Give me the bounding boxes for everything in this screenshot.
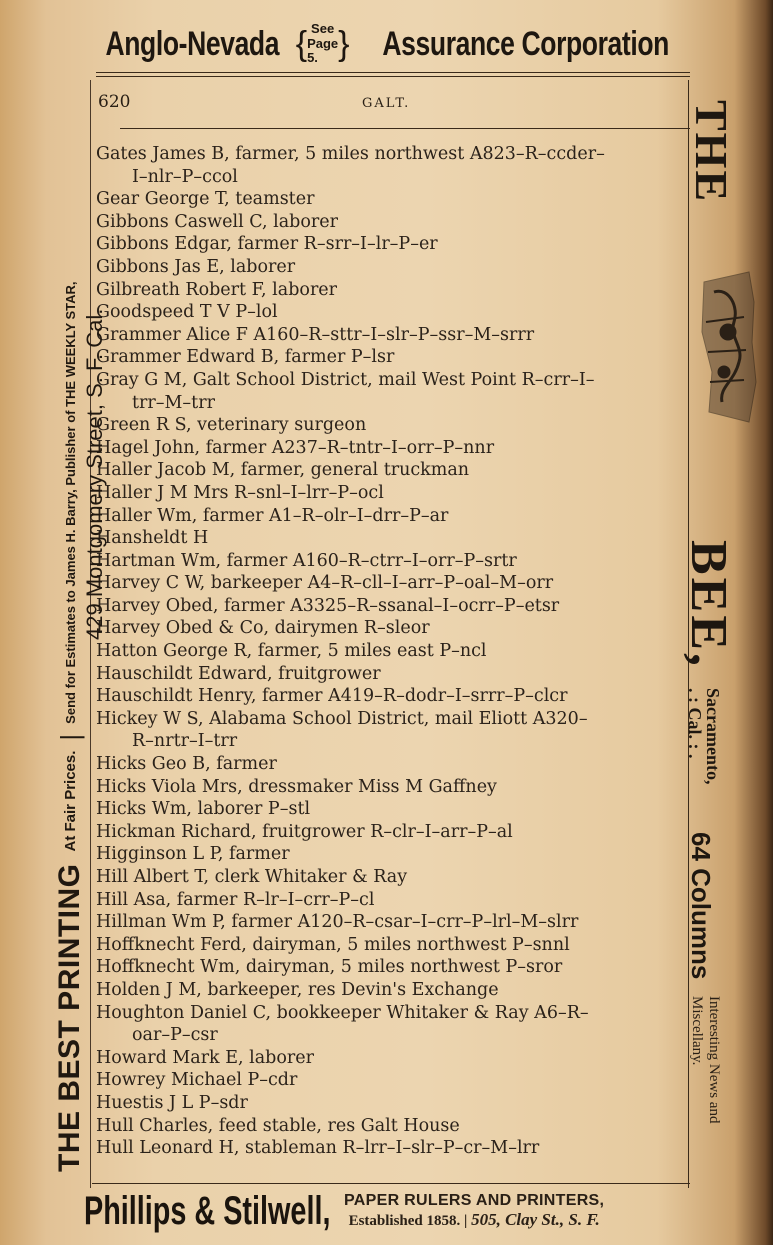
section-rule — [120, 128, 690, 129]
entry-text: Howrey Michael P–cdr — [96, 1070, 298, 1091]
entry-text: Hill Albert T, clerk Whitaker & Ray — [96, 867, 408, 887]
entry-text: Huestis J L P–sdr — [96, 1092, 248, 1113]
send-estimates-text: Send for Estimates to James H. Barry, Publisher of THE WEEKLY STAR, — [62, 281, 78, 724]
entry-text: Gear George T, teamster — [96, 189, 315, 210]
directory-entry — [96, 663, 688, 686]
printer-address: 429 Montgomery Street, S. F. Cal. — [82, 308, 107, 640]
directory-entries — [96, 143, 688, 1160]
directory-entry — [96, 685, 688, 708]
entry-text: Haller Jacob M, farmer, general truckman — [96, 460, 470, 481]
header-rule — [96, 72, 690, 73]
bee-ad-title: BEE, — [680, 540, 737, 670]
entry-text: Hicks Geo B, farmer — [96, 754, 277, 775]
directory-entry — [96, 1092, 688, 1115]
ad-divider: | — [54, 733, 85, 741]
directory-entry — [96, 437, 688, 460]
directory-entry — [96, 866, 688, 889]
directory-entry — [96, 911, 688, 934]
directory-entry — [96, 188, 688, 211]
entry-text: Hartman Wm, farmer A160–R–ctrr–I–orr–P–srtr — [96, 550, 517, 571]
directory-entry — [96, 414, 688, 437]
footer-address: 505, Clay St., S. F. — [471, 1210, 600, 1229]
entry-text: Hull Charles, feed stable, res Galt House — [96, 1115, 460, 1136]
entry-text: Grammer Alice F A160–R–sttr–I–slr–P–ssr–M–srrr — [96, 324, 535, 345]
directory-entry — [96, 1069, 688, 1092]
entry-continuation: I–nlr–P–ccol — [132, 166, 238, 187]
directory-entry — [96, 821, 688, 844]
entry-text: Hoffknecht Wm, dairyman, 5 miles northwest P–sror — [96, 957, 563, 978]
footer-sep: | — [464, 1213, 468, 1229]
directory-entry — [96, 934, 688, 957]
entry-text: Harvey Obed & Co, dairymen R–sleor — [96, 618, 430, 639]
entry-continuation: R–nrtr–I–trr — [132, 731, 238, 752]
entry-text: Haller Wm, farmer A1–R–olr–I–drr–P–ar — [96, 505, 449, 526]
directory-entry — [96, 233, 688, 256]
bee-ad-the: THE — [686, 100, 737, 204]
header-right-title: Assurance Corporation — [381, 24, 669, 63]
entry-text: Hagel John, farmer A237–R–tntr–I–orr–P–nnr — [96, 437, 495, 458]
entry-text: Houghton Daniel C, bookkeeper Whitaker & Ray A6–R– — [96, 1002, 589, 1023]
directory-entry — [96, 572, 688, 595]
bee-ad-news-line-2: Miscellany. — [689, 996, 705, 1066]
best-printing-text: THE BEST PRINTING — [53, 863, 86, 1172]
footer-established: Established 1858. — [348, 1213, 461, 1229]
entry-text: Hauschildt Henry, farmer A419–R–dodr–I–srrr–P–clcr — [96, 686, 568, 707]
directory-entry — [96, 143, 688, 188]
entry-text: Gibbons Caswell C, laborer — [96, 211, 338, 232]
directory-entry — [96, 843, 688, 866]
directory-entry — [96, 776, 688, 799]
directory-entry — [96, 956, 688, 979]
entry-text: Green R S, veterinary surgeon — [96, 415, 367, 436]
entry-text: Gilbreath Robert F, laborer — [96, 279, 338, 300]
directory-entry — [96, 482, 688, 505]
footer-established-line — [349, 1210, 600, 1230]
page-number: 620 — [98, 92, 131, 112]
entry-text: Hicks Wm, laborer P–stl — [96, 799, 311, 820]
entry-text: Hickey W S, Alabama School District, mail Eliott A320– — [96, 708, 588, 729]
fair-prices-text: At Fair Prices. — [61, 750, 79, 852]
directory-entry — [96, 595, 688, 618]
directory-entry — [96, 505, 688, 528]
directory-entry — [96, 979, 688, 1002]
header-left-title: Anglo-Nevada — [105, 24, 280, 63]
bee-ad-news — [688, 996, 722, 1123]
entry-text: Hatton George R, farmer, 5 miles east P–ncl — [96, 641, 487, 662]
directory-entry — [96, 211, 688, 234]
footer-details — [344, 1192, 604, 1230]
entry-text: Goodspeed T V P–lol — [96, 302, 278, 323]
entry-text: Higginson L P, farmer — [96, 844, 290, 865]
entry-text: Hoffknecht Ferd, dairyman, 5 miles northwest P–snnl — [96, 934, 570, 955]
directory-entry — [96, 798, 688, 821]
bee-ad-columns: 64 Columns — [686, 832, 716, 980]
entry-text: Holden J M, barkeeper, res Devin's Exchange — [96, 979, 499, 1000]
directory-entry — [96, 459, 688, 482]
directory-entry — [96, 550, 688, 573]
directory-entry — [96, 301, 688, 324]
bee-ad-sacramento: Sacramento, — [703, 688, 723, 785]
see-line-2: Page 5. — [307, 35, 339, 66]
bee-ad-news-line-1: Interesting News and — [706, 996, 722, 1124]
directory-entry — [96, 889, 688, 912]
entry-text: Grammer Edward B, farmer P–lsr — [96, 347, 395, 368]
entry-text: Harvey C W, barkeeper A4–R–cll–I–arr–P–oal–M–orr — [96, 573, 554, 594]
entry-text: Haller J M Mrs R–snl–I–lrr–P–ocl — [96, 482, 384, 503]
directory-entry — [96, 1115, 688, 1138]
footer-ad — [84, 1185, 694, 1237]
footer-rule — [92, 1183, 690, 1184]
directory-entry — [96, 1137, 688, 1160]
see-line-1: See — [311, 20, 335, 36]
footer-firm-name: Phillips & Stilwell, — [84, 1188, 331, 1233]
directory-entry — [96, 1047, 688, 1070]
directory-entry — [96, 369, 688, 414]
entry-text: Gibbons Jas E, laborer — [96, 256, 296, 277]
header-ad — [95, 18, 695, 70]
entry-text: Hansheldt H — [96, 528, 209, 549]
header-see-note — [296, 22, 350, 67]
directory-entry — [96, 279, 688, 302]
entry-text: Gibbons Edgar, farmer R–srr–I–lr–P–er — [96, 234, 438, 255]
entry-text: Hickman Richard, fruitgrower R–clr–I–arr–P–al — [96, 821, 513, 842]
entry-text: Hull Leonard H, stableman R–lrr–I–slr–P–cr–M–lrr — [96, 1138, 540, 1159]
directory-entry — [96, 256, 688, 279]
entry-text: Gates James B, farmer, 5 miles northwest A823–R–ccder– — [96, 144, 605, 164]
entry-text: Hill Asa, farmer R–lr–I–crr–P–cl — [96, 889, 375, 910]
entry-continuation: oar–P–csr — [132, 1025, 218, 1046]
bee-newspaper-illustration — [694, 262, 764, 432]
entry-text: Hillman Wm P, farmer A120–R–csar–I–crr–P–lrl–M–slrr — [96, 912, 579, 933]
directory-entry — [96, 1002, 688, 1047]
entry-text: Hauschildt Edward, fruitgrower — [96, 663, 381, 684]
directory-entry — [96, 708, 688, 753]
entry-text: Hicks Viola Mrs, dressmaker Miss M Gaffney — [96, 776, 497, 797]
header-rule-thin — [96, 76, 690, 77]
see-stack — [307, 22, 338, 67]
directory-entry — [96, 640, 688, 663]
bee-ad-cal: . : Cal. : . — [685, 688, 705, 759]
directory-entry — [96, 324, 688, 347]
directory-entry — [96, 346, 688, 369]
left-brace: { — [295, 25, 308, 63]
footer-printers: PAPER RULERS AND PRINTERS, — [344, 1192, 605, 1209]
bee-ad-location — [686, 688, 722, 784]
town-heading: GALT. — [362, 96, 411, 111]
directory-entry — [96, 617, 688, 640]
right-brace: } — [338, 25, 350, 63]
entry-text: Gray G M, Galt School District, mail West Point R–crr–I– — [96, 369, 595, 390]
entry-continuation: trr–M–trr — [132, 392, 215, 413]
directory-entry — [96, 753, 688, 776]
directory-entry — [96, 527, 688, 550]
entry-text: Howard Mark E, laborer — [96, 1047, 314, 1068]
entry-text: Harvey Obed, farmer A3325–R–ssanal–I–ocrr–P–etsr — [96, 595, 560, 616]
